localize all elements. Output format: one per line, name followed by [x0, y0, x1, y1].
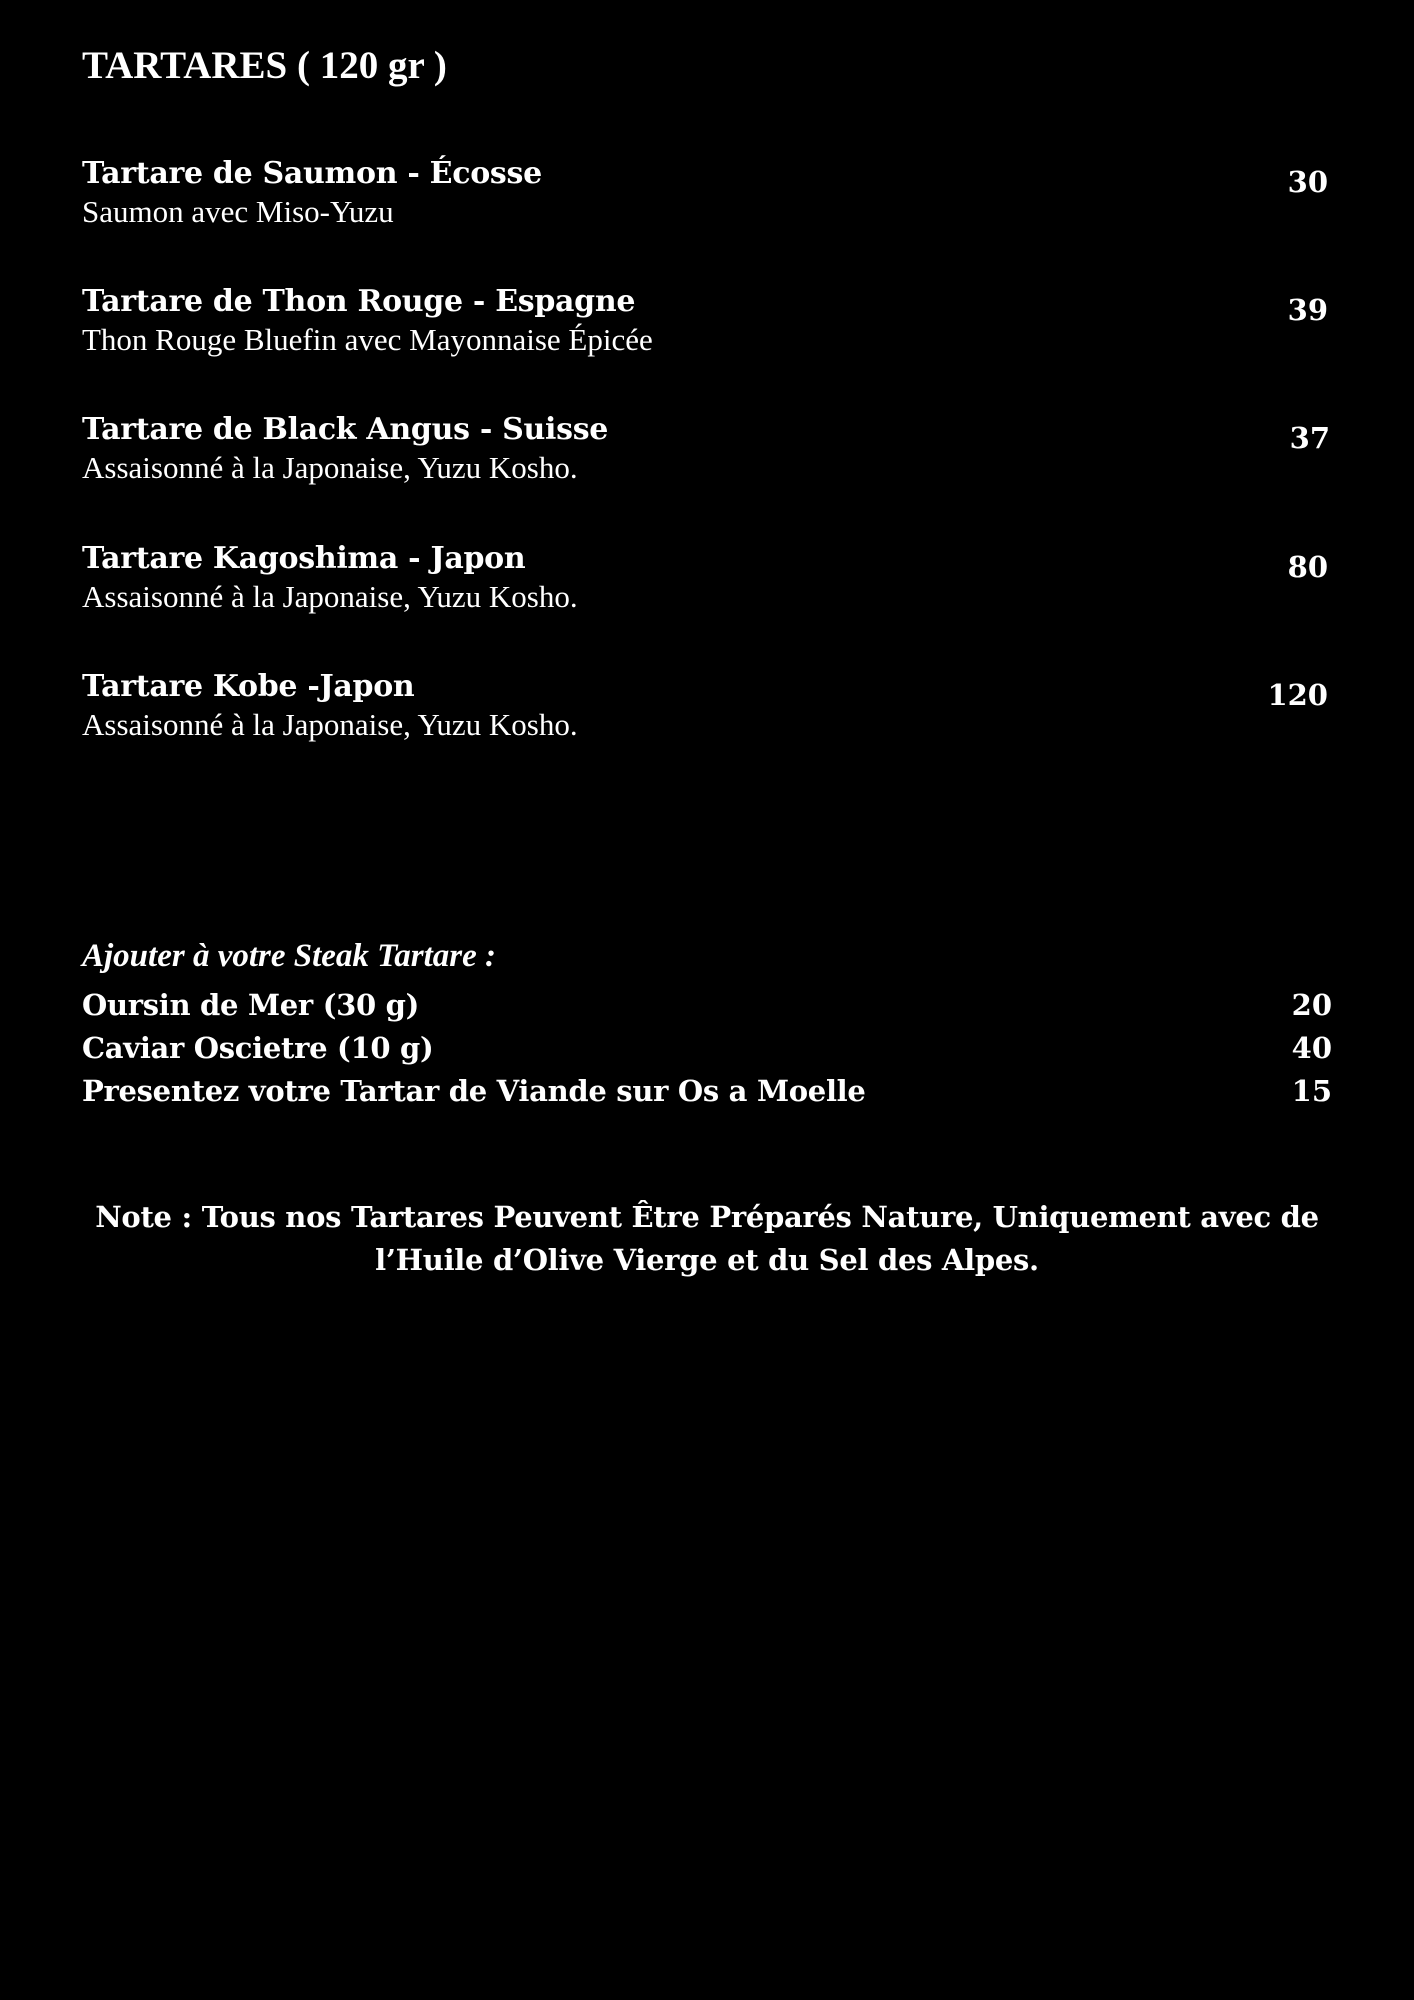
menu-item-saumon	[82, 154, 1328, 244]
menu-item-name: Tartare de Black Angus - Suisse	[82, 412, 609, 447]
addon-name: Presentez votre Tartar de Viande sur Os a Moelle	[82, 1074, 866, 1108]
menu-item-black-angus	[82, 410, 1328, 500]
menu-item-kobe	[82, 667, 1328, 757]
addon-price: 15	[1291, 1074, 1332, 1108]
menu-item-price: 80	[1287, 550, 1328, 584]
note-line-1: Note : Tous nos Tartares Peuvent Être Préparés Nature, Uniquement avec de	[95, 1200, 1319, 1234]
addon-name: Oursin de Mer (30 g)	[82, 988, 420, 1022]
page-title: TARTARES ( 120 gr )	[82, 44, 447, 87]
menu-item-thon-rouge	[82, 282, 1328, 372]
menu-item-description: Assaisonné à la Japonaise, Yuzu Kosho.	[82, 579, 578, 614]
menu-item-kagoshima	[82, 539, 1328, 629]
note-line-2: l’Huile d’Olive Vierge et du Sel des Alpes.	[375, 1243, 1039, 1277]
menu-item-description: Thon Rouge Bluefin avec Mayonnaise Épicée	[82, 322, 653, 357]
addon-item-caviar	[82, 1028, 1332, 1068]
menu-item-price: 120	[1267, 678, 1328, 712]
preparation-note	[82, 1196, 1332, 1282]
menu-item-price: 37	[1289, 421, 1330, 455]
menu-item-description: Assaisonné à la Japonaise, Yuzu Kosho.	[82, 450, 578, 485]
menu-item-name: Tartare de Thon Rouge - Espagne	[82, 284, 636, 319]
addon-name: Caviar Oscietre (10 g)	[82, 1031, 434, 1065]
menu-item-name: Tartare de Saumon - Écosse	[82, 156, 542, 191]
addon-item-os-a-moelle	[82, 1071, 1332, 1111]
menu-item-price: 39	[1287, 293, 1328, 327]
menu-item-description: Assaisonné à la Japonaise, Yuzu Kosho.	[82, 707, 578, 742]
menu-item-price: 30	[1287, 165, 1328, 199]
addon-price: 40	[1291, 1031, 1332, 1065]
addon-item-oursin	[82, 985, 1332, 1025]
menu-item-name: Tartare Kobe -Japon	[82, 669, 415, 704]
menu-item-description: Saumon avec Miso-Yuzu	[82, 194, 394, 229]
addon-price: 20	[1291, 988, 1332, 1022]
menu-item-name: Tartare Kagoshima - Japon	[82, 541, 526, 576]
addons-heading: Ajouter à votre Steak Tartare :	[82, 938, 497, 974]
